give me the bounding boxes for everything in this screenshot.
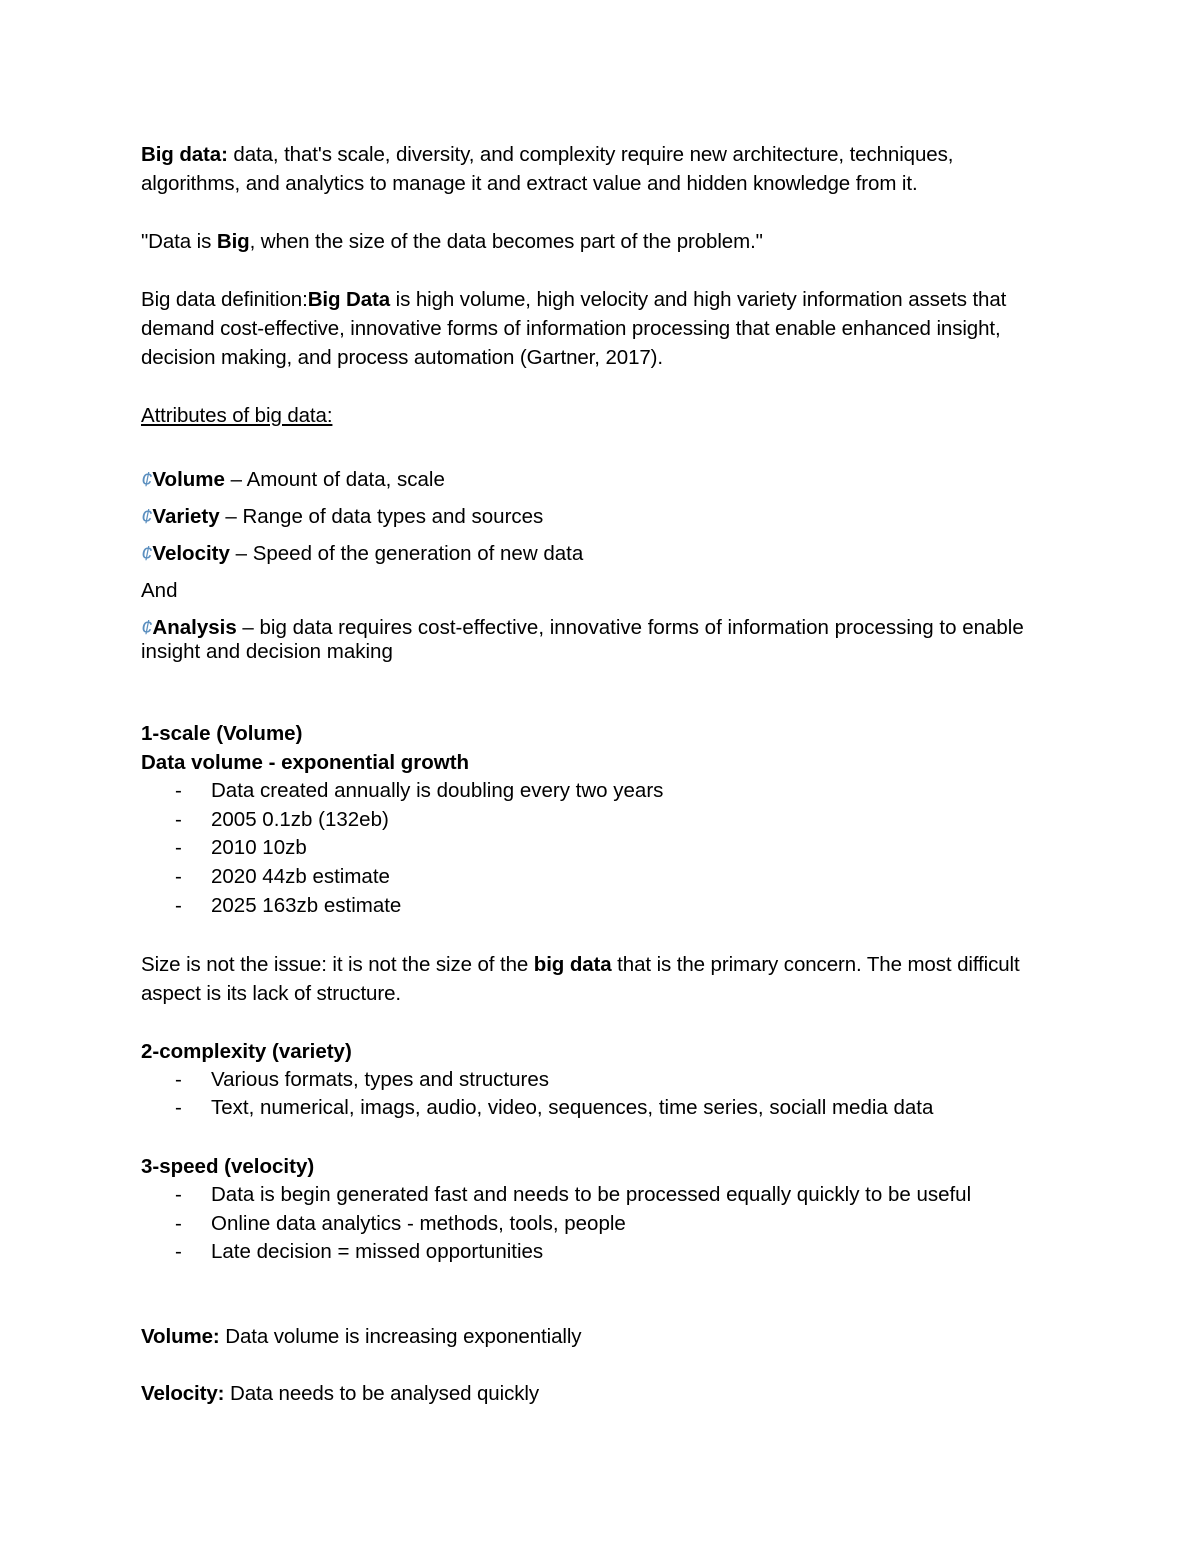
attribute-volume xyxy=(141,468,1041,492)
list-item xyxy=(141,1210,1041,1239)
list-item-text: Various formats, types and structures xyxy=(211,1067,550,1091)
summary-label: Volume: xyxy=(141,1325,220,1349)
list-item-text: 2020 44zb estimate xyxy=(211,865,390,889)
list-item-text: Online data analytics - methods, tools, people xyxy=(211,1211,626,1235)
list-item xyxy=(141,834,1041,863)
section2-title: 2-complexity (variety) xyxy=(141,1039,352,1063)
attribute-velocity xyxy=(141,542,1041,566)
bullet-icon: ¢ xyxy=(141,505,153,528)
list-item-text: 2025 163zb estimate xyxy=(211,893,402,917)
attribute-name: Velocity xyxy=(152,542,230,565)
list-item-text: Data created annually is doubling every two years xyxy=(211,779,664,802)
dash-bullet: - xyxy=(175,1240,182,1264)
attribute-analysis xyxy=(141,616,1041,664)
list-item xyxy=(141,806,1041,835)
intro-term: Big data: xyxy=(141,143,228,166)
quote-before: "Data is xyxy=(141,230,217,253)
summary-text: Data volume is increasing exponentially xyxy=(219,1325,582,1349)
list-item xyxy=(141,1066,1041,1095)
list-item-text: 2010 10zb xyxy=(211,836,307,860)
attribute-name: Volume xyxy=(152,468,225,491)
list-item-text: Late decision = missed opportunities xyxy=(211,1240,544,1264)
summary-velocity xyxy=(141,1379,1041,1408)
attributes-heading: Attributes of big data: xyxy=(141,404,333,427)
attribute-desc: – big data requires cost-effective, innovative forms of information processing to enable insight and decision making xyxy=(141,616,1024,663)
definition-rest: is high volume, high velocity and high variety information assets that demand cost-effective, innovative forms of information processing that enable enhanced insight, decision making, and process automation (Gartner, 2017). xyxy=(141,288,1007,369)
section2-list xyxy=(141,1066,1041,1123)
dash-bullet: - xyxy=(175,1067,182,1091)
size-note-after: that is the primary concern. The most difficult aspect is its lack of structure. xyxy=(141,952,1020,1005)
section1-subtitle: Data volume - exponential growth xyxy=(141,751,470,774)
quote-bold: Big xyxy=(216,230,250,253)
quote-paragraph xyxy=(141,227,1041,256)
dash-bullet: - xyxy=(175,807,182,831)
intro-definition: data, that's scale, diversity, and complexity require new architecture, techniques, algorithms, and analytics to manage it and extract value and hidden knowledge from it. xyxy=(141,143,954,195)
list-item xyxy=(141,1181,1041,1210)
section3-title: 3-speed (velocity) xyxy=(141,1154,315,1178)
intro-paragraph xyxy=(141,140,1041,198)
attribute-desc: – Speed of the generation of new data xyxy=(229,542,584,565)
and-text: And xyxy=(141,579,178,602)
bullet-icon: ¢ xyxy=(141,468,153,491)
bullet-icon: ¢ xyxy=(141,542,153,565)
list-item xyxy=(141,863,1041,892)
size-note-before: Size is not the issue: it is not the size of the xyxy=(141,952,534,976)
dash-bullet: - xyxy=(175,1096,182,1120)
summary-label: Velocity: xyxy=(141,1382,225,1406)
summary-volume xyxy=(141,1322,1041,1351)
list-item-text: Data is begin generated fast and needs to be processed equally quickly to be useful xyxy=(211,1182,972,1206)
size-note-bold: big data xyxy=(533,952,612,976)
attribute-desc: – Amount of data, scale xyxy=(224,468,445,491)
list-item xyxy=(141,1238,1041,1267)
attribute-variety xyxy=(141,505,1041,529)
dash-bullet: - xyxy=(175,779,182,802)
section1-list xyxy=(141,777,1041,921)
document-page xyxy=(141,140,1041,1408)
list-item xyxy=(141,777,1041,806)
attribute-name: Analysis xyxy=(152,616,237,639)
section3-list xyxy=(141,1181,1041,1267)
definition-bold: Big Data xyxy=(307,288,391,311)
list-item xyxy=(141,1094,1041,1123)
quote-after: , when the size of the data becomes part of the problem." xyxy=(249,230,763,253)
section1-title: 1-scale (Volume) xyxy=(141,722,303,745)
dash-bullet: - xyxy=(175,1182,182,1206)
dash-bullet: - xyxy=(175,865,182,889)
size-note-paragraph xyxy=(141,950,1041,1008)
list-item-text: Text, numerical, imags, audio, video, sequences, time series, sociall media data xyxy=(211,1096,934,1120)
dash-bullet: - xyxy=(175,836,182,860)
attribute-desc: – Range of data types and sources xyxy=(219,505,544,528)
dash-bullet: - xyxy=(175,1211,182,1235)
dash-bullet: - xyxy=(175,893,182,917)
list-item xyxy=(141,892,1041,921)
bullet-icon: ¢ xyxy=(141,616,153,639)
summary-text: Data needs to be analysed quickly xyxy=(224,1382,539,1406)
list-item-text: 2005 0.1zb (132eb) xyxy=(211,807,389,831)
definition-paragraph xyxy=(141,285,1041,372)
attribute-name: Variety xyxy=(152,505,220,528)
definition-prefix: Big data definition: xyxy=(141,288,308,311)
